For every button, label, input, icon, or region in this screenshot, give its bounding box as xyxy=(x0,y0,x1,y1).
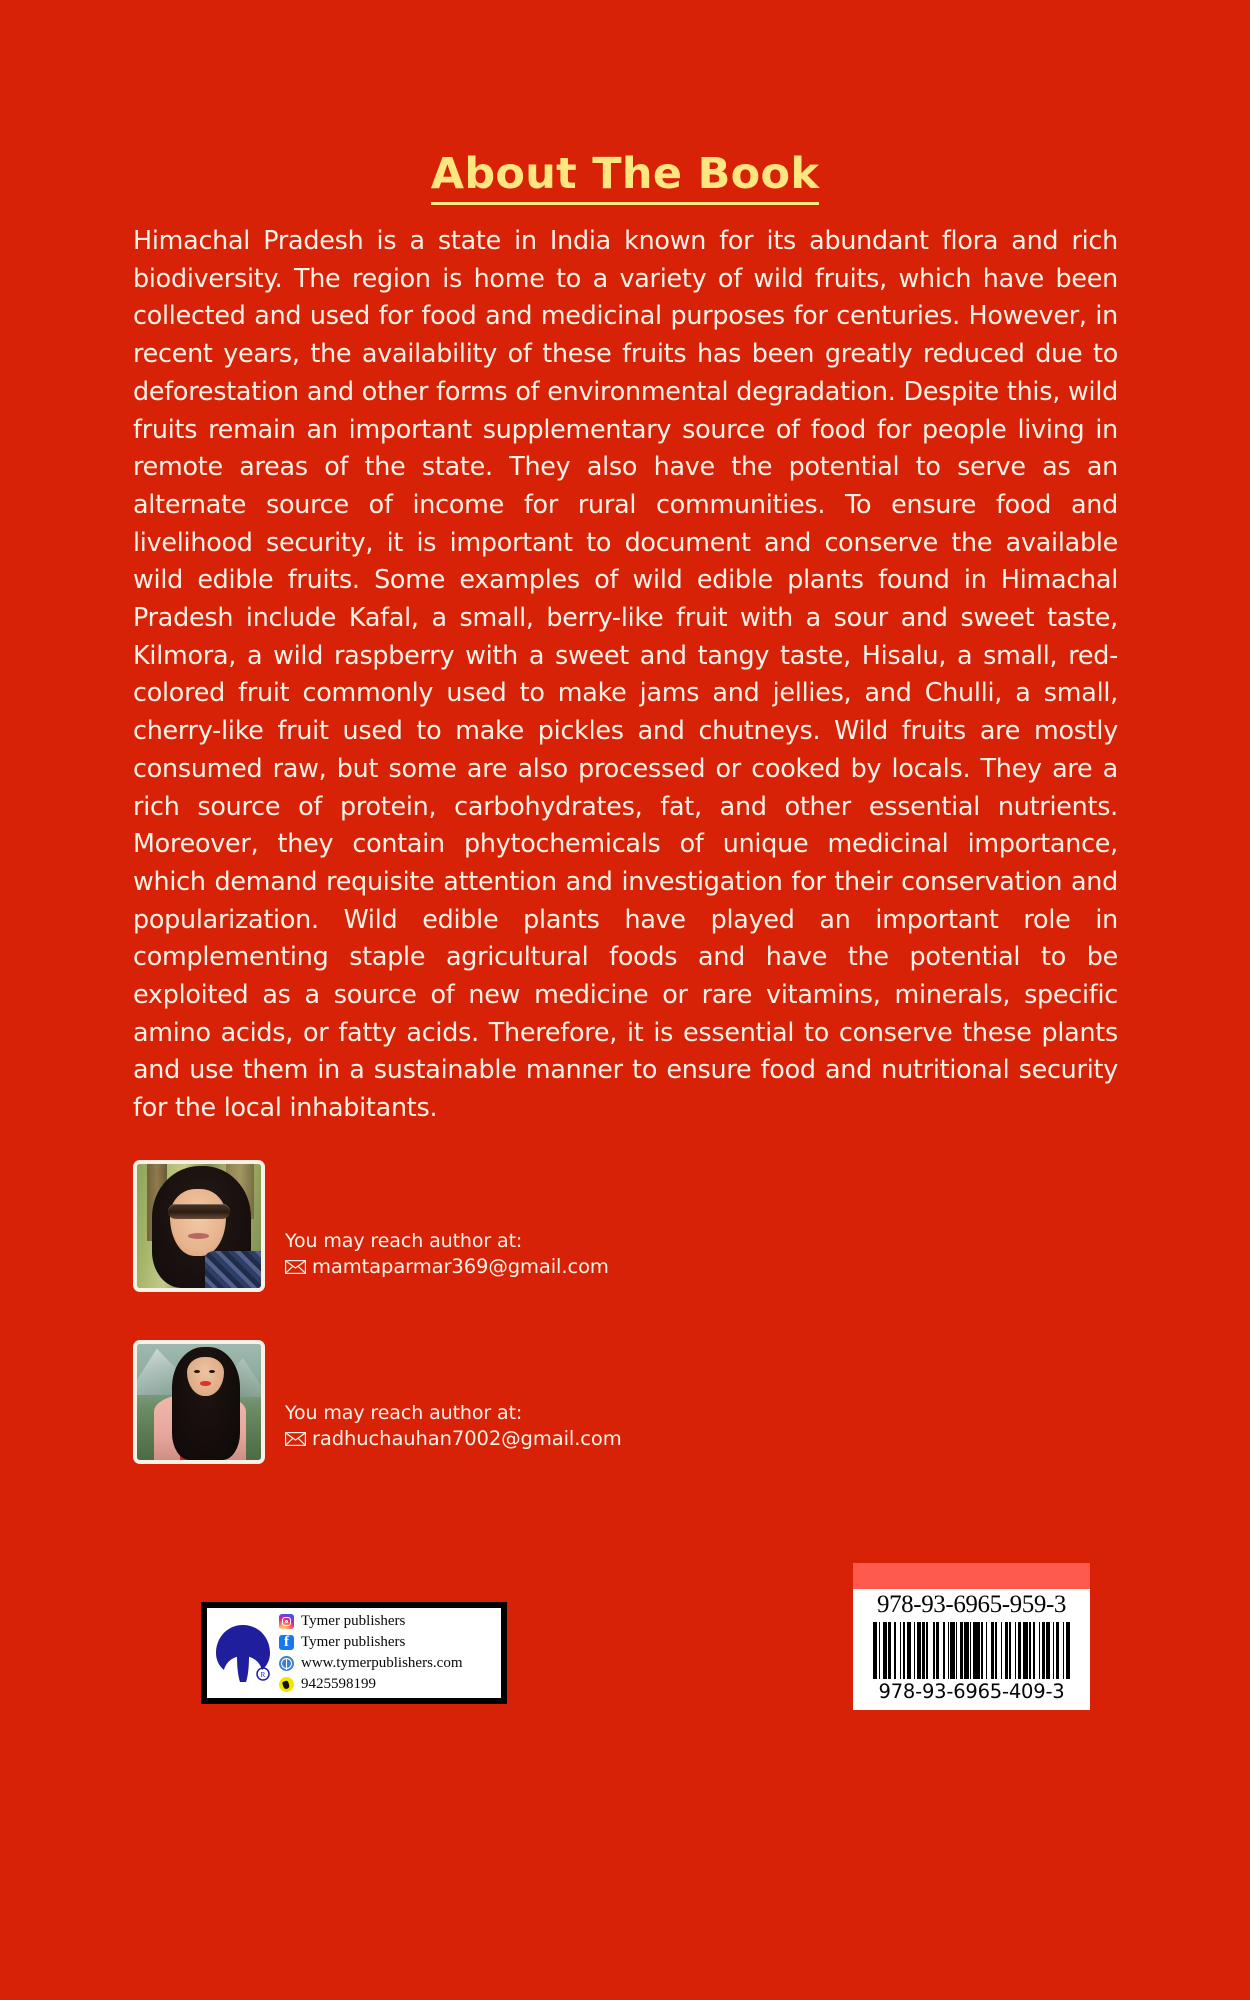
reach-author-label: You may reach author at: xyxy=(285,1402,523,1424)
photo-sunglasses xyxy=(168,1204,230,1219)
envelope-icon xyxy=(285,1432,306,1446)
author-email-line xyxy=(285,1426,622,1452)
publisher-line-website[interactable] xyxy=(279,1654,463,1673)
publisher-website-text: www.tymerpublishers.com xyxy=(301,1655,463,1671)
about-the-book-body: Himachal Pradesh is a state in India known for its abundant flora and rich biodiversity. The region is home to a variety of wild fruits, which have been collected and used for food and medicinal purposes for centuries. However, in recent years, the availability of these fruits has been greatly reduced due to deforestation and other forms of environmental degradation. Despite this, wild fruits remain an important supplementary source of food for people living in remote areas of the state. They also have the potential to serve as an alternate source of income for rural communities. To ensure food and livelihood security, it is important to document and conserve the available wild edible fruits. Some examples of wild edible plants found in Himachal Pradesh include Kafal, a small, berry-like fruit with a sour and sweet taste, Kilmora, a wild raspberry with a sweet and tangy taste, Hisalu, a small, red-colored fruit commonly used to make jams and jellies, and Chulli, a small, cherry-like fruit used to make pickles and chutneys. Wild fruits are mostly consumed raw, but some are also processed or cooked by locals. They are a rich source of protein, carbohydrates, fat, and other essential nutrients. Moreover, they contain phytochemicals of unique medicinal importance, which demand requisite attention and investigation for their conservation and popularization. Wild edible plants have played an important role in complementing staple agricultural foods and have the potential to be exploited as a source of new medicine or rare vitamins, minerals, specific amino acids, or fatty acids. Therefore, it is essential to conserve these plants and use them in a sustainable manner to ensure food and nutritional security for the local inhabitants. xyxy=(133,225,1118,1123)
publisher-line-instagram[interactable] xyxy=(279,1612,463,1631)
publisher-card xyxy=(201,1602,507,1704)
photo-shirt xyxy=(205,1251,262,1288)
page-title: About The Book xyxy=(431,152,819,205)
barcode-top-strip xyxy=(853,1563,1090,1589)
about-the-book-heading-wrap xyxy=(0,149,1250,205)
publisher-phone-text: 9425598199 xyxy=(301,1676,376,1692)
isbn-number-top: 978-93-6965-959-3 xyxy=(876,1591,1066,1618)
svg-text:R: R xyxy=(260,1671,266,1679)
isbn-barcode-block xyxy=(853,1563,1090,1710)
publisher-instagram-text: Tymer publishers xyxy=(301,1613,406,1629)
photo-eye-right xyxy=(209,1370,215,1373)
publisher-contact-lines xyxy=(279,1612,463,1694)
photo-face xyxy=(170,1189,226,1256)
envelope-icon xyxy=(285,1260,306,1274)
publisher-line-facebook[interactable] xyxy=(279,1633,463,1652)
publisher-facebook-text: Tymer publishers xyxy=(301,1634,406,1650)
author-photo-1 xyxy=(133,1160,265,1292)
author-photo-2 xyxy=(133,1340,265,1464)
isbn-number-bottom: 978-93-6965-409-3 xyxy=(878,1680,1065,1703)
author-block-1 xyxy=(133,1160,609,1292)
facebook-icon xyxy=(279,1635,294,1650)
tymer-publishers-logo-icon xyxy=(213,1622,273,1684)
photo-lips xyxy=(188,1233,209,1239)
author-block-2 xyxy=(133,1340,622,1464)
author-email-text[interactable]: mamtaparmar369@gmail.com xyxy=(312,1255,609,1278)
reach-author-label: You may reach author at: xyxy=(285,1230,523,1252)
author-contact-2 xyxy=(285,1400,622,1464)
author-email-text[interactable]: radhuchauhan7002@gmail.com xyxy=(312,1427,622,1450)
photo-eye-left xyxy=(194,1370,200,1373)
globe-icon xyxy=(279,1656,294,1671)
author-contact-1 xyxy=(285,1228,609,1292)
author-email-line xyxy=(285,1254,609,1280)
publisher-line-phone[interactable] xyxy=(279,1675,463,1694)
barcode-bars xyxy=(873,1622,1070,1679)
instagram-icon xyxy=(279,1614,294,1629)
photo-lips xyxy=(200,1381,211,1386)
phone-icon xyxy=(279,1677,294,1692)
